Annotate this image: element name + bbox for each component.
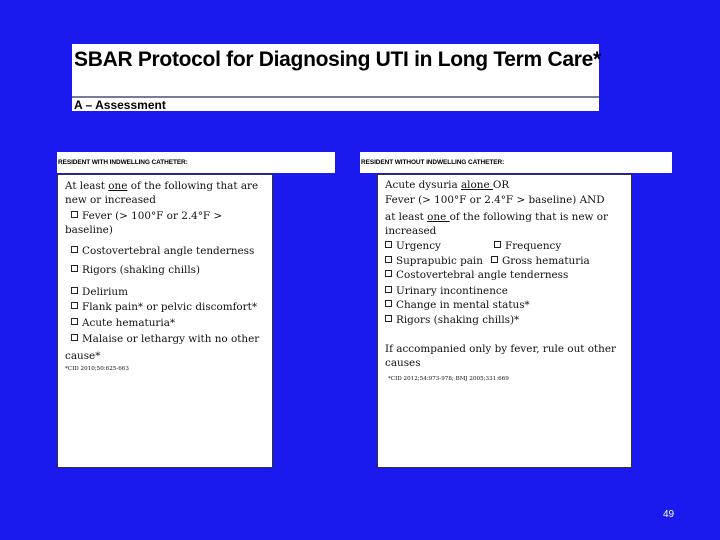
criteria-intro-cont: at least one of the following that is new or xyxy=(385,211,608,223)
checkbox-icon xyxy=(491,256,498,263)
list-item-cont: cause* xyxy=(65,350,101,362)
note-cont: causes xyxy=(385,357,421,369)
checkbox-icon xyxy=(71,287,78,294)
checkbox-icon xyxy=(385,286,392,293)
left-panel xyxy=(57,174,273,468)
checkbox-icon xyxy=(71,265,78,272)
right-panel-heading: RESIDENT WITHOUT INDWELLING CATHETER: xyxy=(361,159,505,166)
right-panel xyxy=(377,174,632,468)
list-item: Acute hematuria* xyxy=(71,317,175,330)
checkbox-icon xyxy=(71,318,78,325)
right-panel-heading-bar xyxy=(360,152,672,173)
note: If accompanied only by fever, rule out other xyxy=(385,343,616,355)
list-item: Frequency xyxy=(494,240,561,253)
list-item: Suprapubic pain xyxy=(385,255,483,268)
criteria-intro-cont: increased xyxy=(385,225,437,237)
list-item: Flank pain* or pelvic discomfort* xyxy=(71,301,257,314)
list-item: Malaise or lethargy with no other xyxy=(71,333,259,346)
criteria-intro: At least one of the following that are xyxy=(65,180,259,192)
left-panel-heading: RESIDENT WITH INDWELLING CATHETER: xyxy=(58,159,188,166)
checkbox-icon xyxy=(71,334,78,341)
page-title: SBAR Protocol for Diagnosing UTI in Long Term Care* xyxy=(74,48,601,71)
citation: *CID 2012;54:973-978; BMJ 2005;331:669 xyxy=(388,376,509,382)
title-banner xyxy=(72,44,599,111)
criteria-intro-cont: new or increased xyxy=(65,194,156,206)
list-item: Rigors (shaking chills) xyxy=(71,264,200,277)
checkbox-icon xyxy=(385,241,392,248)
list-item: Gross hematuria xyxy=(491,255,590,268)
left-panel-heading-bar xyxy=(57,152,335,173)
section-subtitle: A – Assessment xyxy=(74,98,166,112)
checkbox-icon xyxy=(71,302,78,309)
checkbox-icon xyxy=(385,315,392,322)
criteria-intro: Acute dysuria alone OR xyxy=(385,179,510,191)
list-item: Delirium xyxy=(71,286,128,299)
list-item: Fever (> 100°F or 2.4°F > xyxy=(71,210,222,223)
list-item: Change in mental status* xyxy=(385,299,530,312)
citation: *CID 2010;50:625-663 xyxy=(65,366,129,372)
page-number: 49 xyxy=(663,509,675,520)
checkbox-icon xyxy=(385,256,392,263)
checkbox-icon xyxy=(71,246,78,253)
checkbox-icon xyxy=(385,300,392,307)
checkbox-icon xyxy=(494,241,501,248)
criteria-fever: Fever (> 100°F or 2.4°F > baseline) AND xyxy=(385,194,605,206)
list-item: Costovertebral angle tenderness xyxy=(385,269,568,282)
list-item: Rigors (shaking chills)* xyxy=(385,314,519,327)
list-item: Urgency xyxy=(385,240,441,253)
checkbox-icon xyxy=(385,270,392,277)
list-item-cont: baseline) xyxy=(65,224,113,236)
list-item: Costovertebral angle tenderness xyxy=(71,245,254,258)
checkbox-icon xyxy=(71,211,78,218)
list-item: Urinary incontinence xyxy=(385,285,508,298)
